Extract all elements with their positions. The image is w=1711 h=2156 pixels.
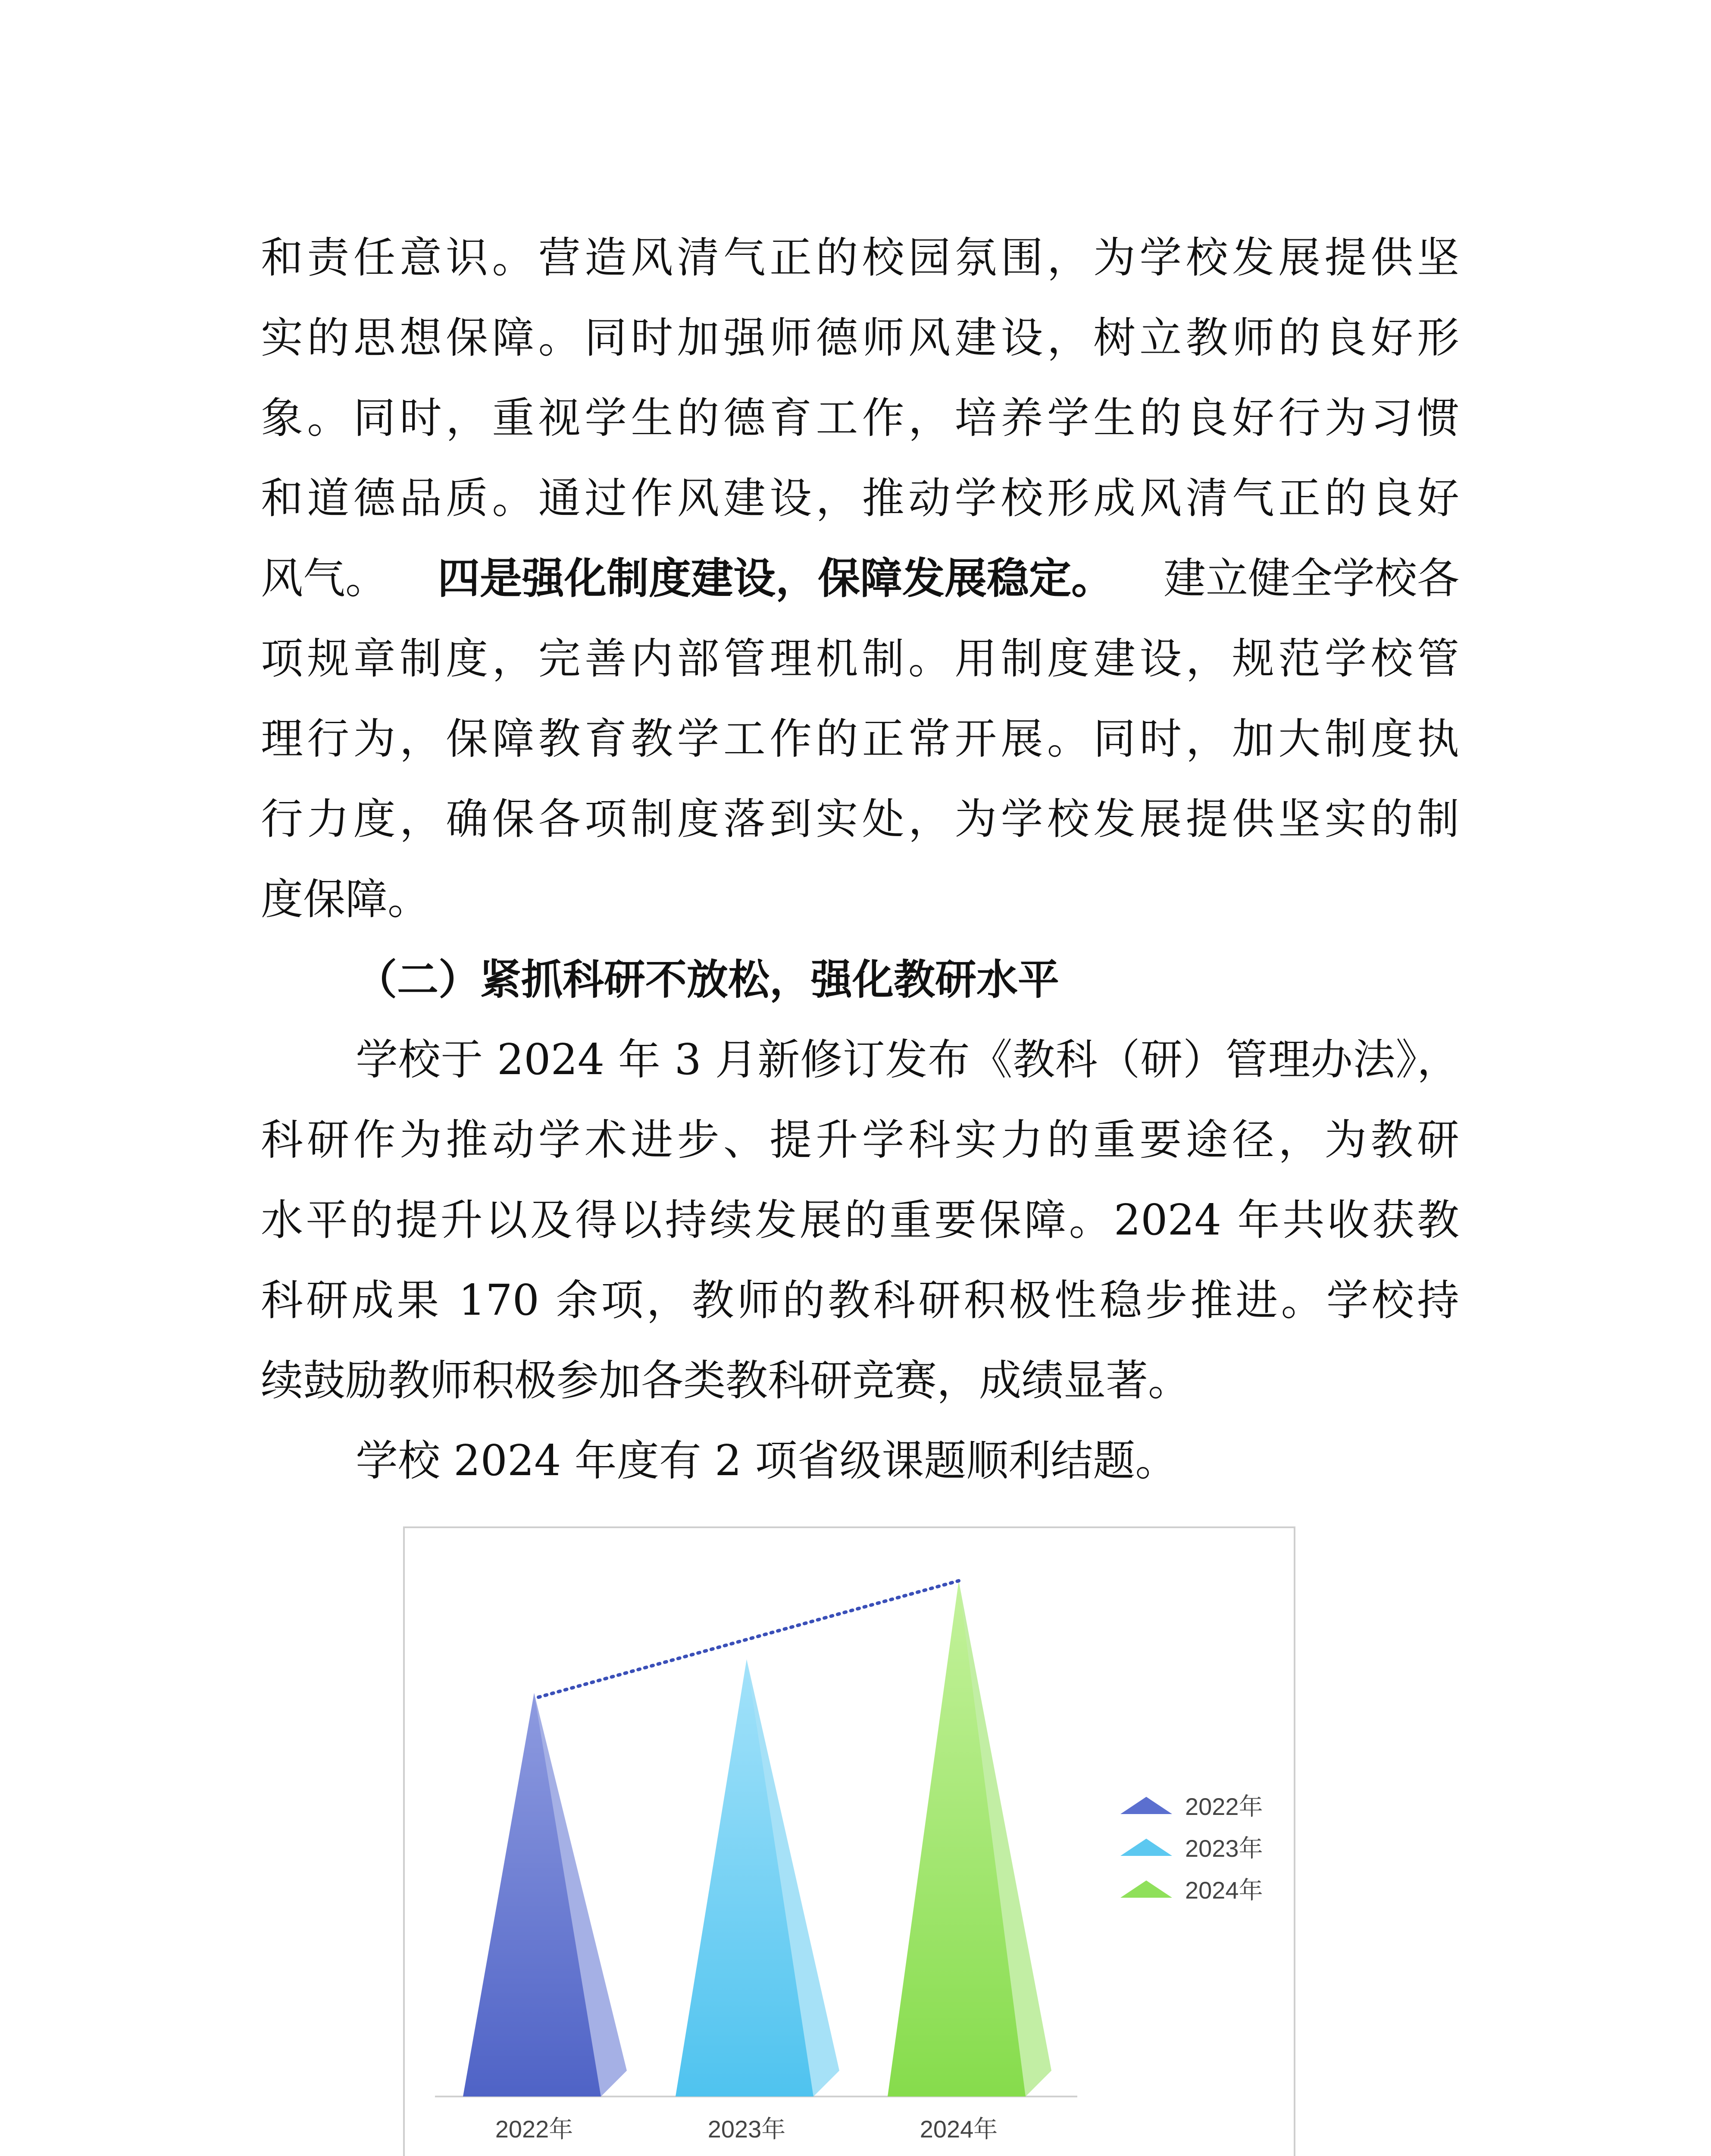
text-line: 科研成果 170 余项，教师的教科研积极性稳步推进。学校持	[261, 1276, 1459, 1325]
text-line: 理行为，保障教育教学工作的正常开展。同时，加大制度执	[261, 714, 1459, 764]
text-line: 和道德品质。通过作风建设，推动学校形成风清气正的良好	[261, 474, 1459, 523]
pyramid-chart	[403, 1526, 1295, 2156]
text-segment: 风气。	[261, 554, 388, 603]
text-line: 项规章制度，完善内部管理机制。用制度建设，规范学校管	[261, 634, 1459, 683]
section-heading: （二）紧抓科研不放松，强化教研水平	[356, 956, 1059, 1004]
text-line: 度保障。	[261, 875, 430, 924]
legend-label: 2024年	[1185, 1877, 1263, 1904]
legend-swatch	[1120, 1797, 1172, 1814]
text-line: 水平的提升以及得以持续发展的重要保障。2024 年共收获教	[261, 1196, 1459, 1245]
text-line: 行力度，确保各项制度落到实处，为学校发展提供坚实的制	[261, 795, 1459, 844]
text-line: 实的思想保障。同时加强师德师风建设，树立教师的良好形	[261, 313, 1459, 363]
x-tick-label: 2023年	[707, 2115, 786, 2143]
bold-emphasis: 四是强化制度建设，保障发展稳定。	[437, 554, 1114, 603]
legend-label: 2022年	[1185, 1793, 1263, 1820]
chart-canvas	[405, 1528, 1294, 2156]
text-line: 学校于 2024 年 3 月新修订发布《教科（研）管理办法》，	[356, 1035, 1459, 1084]
text-line: 和责任意识。营造风清气正的校园氛围，为学校发展提供坚	[261, 233, 1459, 282]
legend-swatch	[1120, 1880, 1172, 1898]
legend-label: 2023年	[1185, 1835, 1263, 1862]
x-tick-label: 2022年	[495, 2115, 573, 2143]
text-line-mixed	[261, 539, 1459, 619]
text-line: 续鼓励教师积极参加各类教科研竞赛，成绩显著。	[261, 1356, 1191, 1405]
text-segment: 建立健全学校各	[1163, 554, 1459, 603]
text-line: 象。同时，重视学生的德育工作，培养学生的良好行为习惯	[261, 394, 1459, 443]
text-line: 科研作为推动学术进步、提升学科实力的重要途径，为教研	[261, 1116, 1459, 1165]
text-line: 学校 2024 年度有 2 项省级课题顺利结题。	[356, 1436, 1178, 1485]
x-tick-label: 2024年	[920, 2115, 998, 2143]
legend-swatch	[1120, 1839, 1172, 1856]
